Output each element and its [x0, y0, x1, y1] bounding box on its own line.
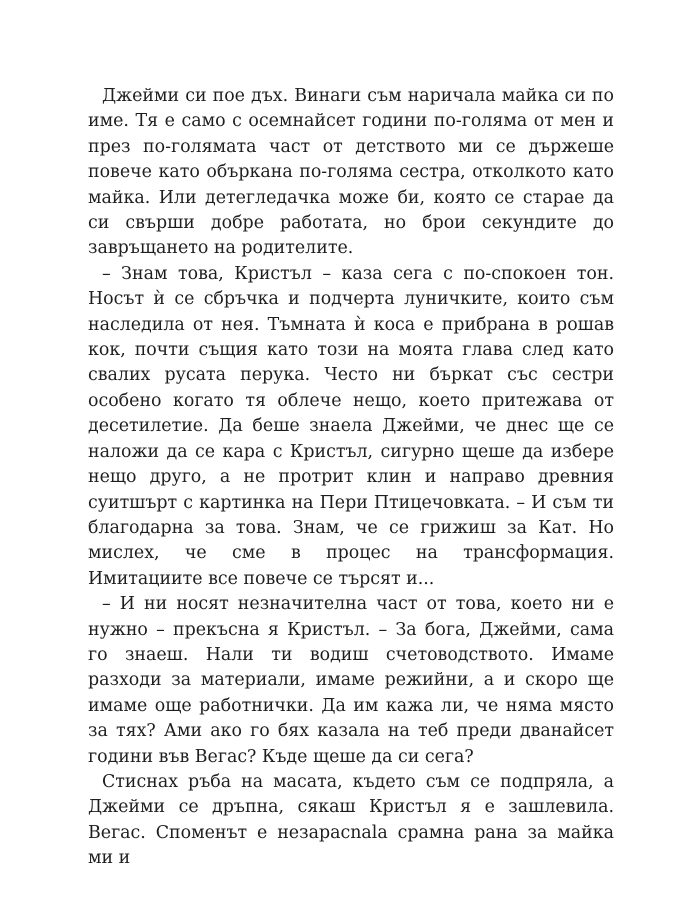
paragraph-2: – Знам това, Кристъл – каза сега с по-спокоен тон. Носът ѝ се сбръчка и подчерта луничките, които съм наследила от нея. Тъмната ѝ коса е прибрана в рошав кок, почти същия като този на моята глава след като свалих русата перука. Често ни бъркат със сестри особено когато тя облече нещо, което притежава от десетилетие. Да беше знаела Джейми, че днес ще се наложи да се кара с Кристъл, сигурно щеше да избере нещо друго, а не протрит клин и направо древния суитшърт с картинка на Пери Птицечовката. – И съм ти благодарна за това. Знам, че се грижиш за Кат. Но мислех, че сме в процес на трансформация. Имитациите все повече се търсят и...: [88, 263, 614, 589]
paragraph-1: Джейми си пое дъх. Винаги съм наричала майка си по име. Тя е само с осемнайсет години по-голяма от мен и през по-голямата част от детството ми се държеше повече като объркана по-голяма сестра, отколкото като майка. Или детегледачка може би, която се старае да си свърши добре работата, но брои секундите до завръщането на родителите.: [88, 86, 614, 259]
paragraph-4: Стиснах ръба на масата, където съм се подпряла, а Джейми се дръпна, сякаш Кристъл я е зашлевила. Вегас. Споменът е незарасnala срамна рана за майка ми и: [88, 771, 614, 869]
paragraph-3: – И ни носят незначителна част от това, което ни е нужно – прекъсна я Кристъл. – За бога, Джейми, сама го знаеш. Нали ти водиш счетоводството. Имаме разходи за материали, имаме режийни, а и скоро ще имаме още работнички. Да им кажа ли, че няма място за тях? Ами ако го бях казала на теб преди дванайсет години във Вегас? Къде щеше да си сега?: [88, 594, 614, 767]
book-page: [88, 84, 614, 872]
